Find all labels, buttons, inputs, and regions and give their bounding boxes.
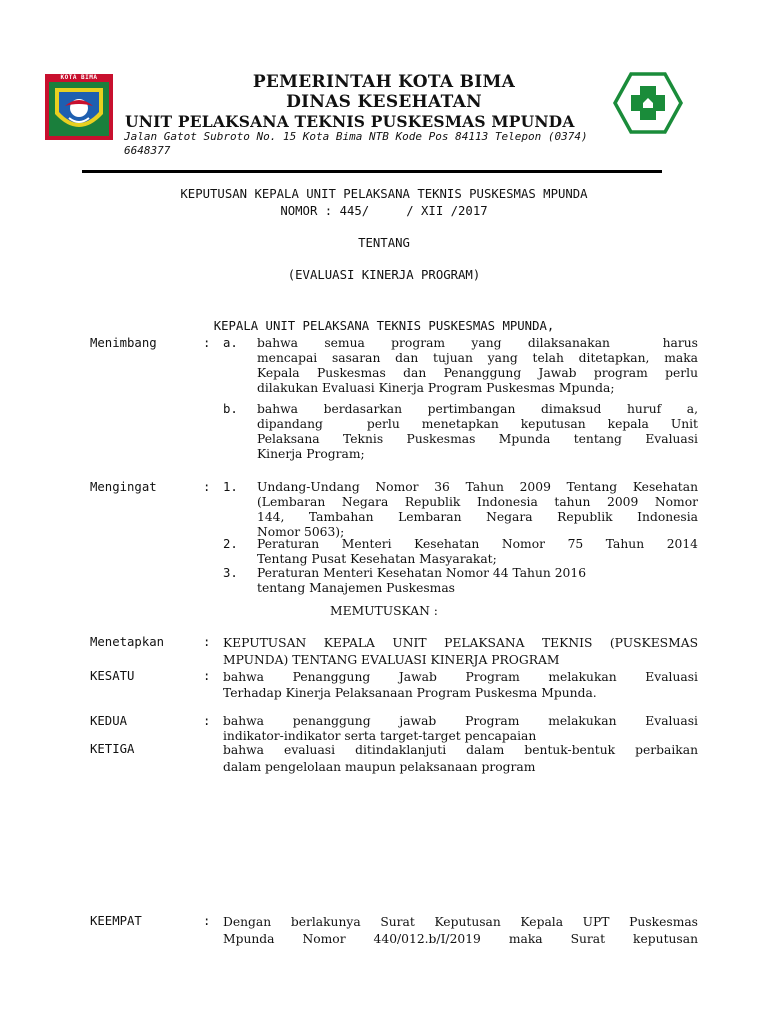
header-address: Jalan Gatot Subroto No. 15 Kota Bima NTB Kode Pos 84113 Telepon (0374) 6648377 — [124, 130, 588, 157]
kedua-colon: : — [203, 714, 211, 728]
menimbang-colon: : — [203, 336, 211, 350]
text-line: dilakukan Evaluasi Kinerja Program Puskesmas Mpunda; — [257, 381, 615, 395]
mengingat-1-text — [257, 480, 698, 540]
menimbang-b-num: b. — [223, 402, 238, 416]
keempat-text — [223, 914, 698, 948]
kedua-label: KEDUA — [90, 714, 128, 728]
menetapkan-colon: : — [203, 635, 211, 649]
text-line: MPUNDA) TENTANG EVALUASI KINERJA PROGRAM — [223, 653, 560, 667]
tentang-heading: TENTANG — [358, 236, 410, 250]
text-line: Kinerja Program; — [257, 447, 365, 461]
menetapkan-text — [223, 635, 698, 669]
text-line: Terhadap Kinerja Pelaksanaan Program Puskesma Mpunda. — [223, 686, 597, 700]
text-line: 144, Tambahan Lembaran Negara Republik Indonesia — [257, 510, 698, 524]
menimbang-b-text — [257, 402, 698, 462]
keempat-colon: : — [203, 914, 211, 928]
text-line: Kepala Puskesmas dan Penanggung Jawab program perlu — [257, 366, 698, 380]
text-line: Undang-Undang Nomor 36 Tahun 2009 Tentang Kesehatan — [257, 480, 698, 494]
menimbang-a-num: a. — [223, 336, 238, 350]
mengingat-2-text — [257, 537, 698, 567]
text-line: dipandang perlu menetapkan keputusan kepala Unit — [257, 417, 698, 431]
text-line: tentang Manajemen Puskesmas — [257, 581, 455, 595]
text-line: indikator-indikator serta target-target pencapaian — [223, 729, 537, 743]
text-line: Pelaksana Teknis Puskesmas Mpunda tentang Evaluasi — [257, 432, 698, 446]
menetapkan-label: Menetapkan — [90, 635, 165, 649]
menimbang-label: Menimbang — [90, 336, 157, 350]
text-line: bahwa berdasarkan pertimbangan dimaksud huruf a, — [257, 402, 698, 416]
memutuskan-heading: MEMUTUSKAN : — [330, 604, 438, 618]
mengingat-3-text — [257, 566, 698, 596]
ketiga-label: KETIGA — [90, 742, 135, 756]
kepala-heading: KEPALA UNIT PELAKSANA TEKNIS PUSKESMAS MPUNDA, — [213, 319, 555, 333]
mengingat-label: Mengingat — [90, 480, 157, 494]
text-line: Tentang Pusat Kesehatan Masyarakat; — [257, 552, 497, 566]
text-line: KEPUTUSAN KEPALA UNIT PELAKSANA TEKNIS (PUSKESMAS — [223, 636, 698, 650]
text-line: Dengan berlakunya Surat Keputusan Kepala UPT Puskesmas — [223, 915, 698, 929]
mengingat-1-num: 1. — [223, 480, 238, 494]
header-government: PEMERINTAH KOTA BIMA — [252, 72, 516, 92]
mengingat-3-num: 3. — [223, 566, 238, 580]
decree-title: KEPUTUSAN KEPALA UNIT PELAKSANA TEKNIS PUSKESMAS MPUNDA — [180, 187, 588, 201]
mengingat-colon: : — [203, 480, 211, 494]
text-line: bahwa evaluasi ditindaklanjuti dalam bentuk-bentuk perbaikan — [223, 743, 698, 757]
ketiga-text — [223, 742, 698, 776]
text-line: mencapai sasaran dan tujuan yang telah ditetapkan, maka — [257, 351, 698, 365]
puskesmas-logo — [613, 72, 683, 134]
text-line: dalam pengelolaan maupun pelaksanaan program — [223, 760, 536, 774]
text-line: Nomor 5063); — [257, 525, 345, 539]
kesatu-text — [223, 669, 698, 701]
kesatu-label: KESATU — [90, 669, 135, 683]
menimbang-a-text — [257, 336, 698, 396]
header-unit: UNIT PELAKSANA TEKNIS PUSKESMAS MPUNDA — [125, 112, 575, 131]
logo-left-text: KOTA BIMA — [60, 74, 98, 81]
decree-number: NOMOR : 445/ / XII /2017 — [280, 204, 488, 218]
decree-subject: (EVALUASI KINERJA PROGRAM) — [287, 268, 481, 282]
text-line: Mpunda Nomor 440/012.b/I/2019 maka Surat keputusan — [223, 932, 698, 946]
header-rule — [82, 170, 662, 173]
mengingat-2-num: 2. — [223, 537, 238, 551]
text-line: bahwa semua program yang dilaksanakan harus — [257, 336, 698, 350]
text-line: Peraturan Menteri Kesehatan Nomor 44 Tahun 2016 — [257, 566, 587, 580]
text-line: Peraturan Menteri Kesehatan Nomor 75 Tahun 2014 — [257, 537, 698, 551]
header-department: DINAS KESEHATAN — [286, 92, 482, 112]
text-line: (Lembaran Negara Republik Indonesia tahun 2009 Nomor — [257, 495, 698, 509]
kedua-text — [223, 714, 698, 744]
text-line: bahwa Penanggung Jawab Program melakukan Evaluasi — [223, 670, 698, 684]
text-line: bahwa penanggung jawab Program melakukan Evaluasi — [223, 714, 698, 728]
kesatu-colon: : — [203, 669, 211, 683]
keempat-label: KEEMPAT — [90, 914, 142, 928]
